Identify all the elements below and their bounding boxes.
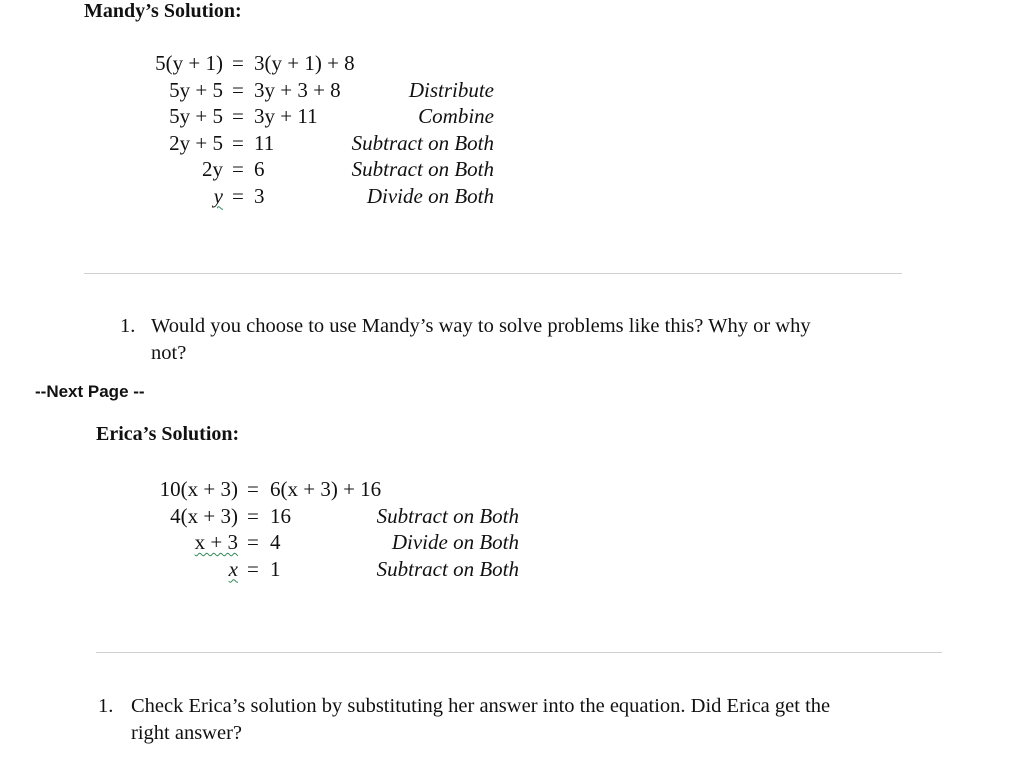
equation-rhs: 11 bbox=[254, 130, 275, 155]
erica-equation-block bbox=[140, 476, 525, 582]
divider-line bbox=[96, 652, 942, 653]
divider-line bbox=[84, 273, 902, 274]
equation-row bbox=[140, 130, 520, 157]
equation-row bbox=[140, 556, 525, 583]
equation-rhs: 6(x + 3) + 16 bbox=[270, 477, 382, 501]
equation-row bbox=[140, 503, 525, 530]
equation-rhs: 3 bbox=[254, 183, 265, 208]
equals-sign: = bbox=[247, 530, 259, 554]
question-text-line-1: Check Erica’s solution by substituting her answer into the equation. Did Erica get the bbox=[131, 695, 831, 717]
equation-row bbox=[140, 529, 525, 556]
step-reason: Combine bbox=[418, 104, 494, 128]
equals-sign: = bbox=[232, 104, 244, 128]
erica-question bbox=[98, 693, 978, 749]
equation-lhs: y bbox=[213, 183, 223, 208]
mandy-equation-block bbox=[140, 50, 520, 209]
equation-row bbox=[140, 183, 520, 210]
question-number: 1. bbox=[120, 315, 136, 337]
step-reason: Subtract on Both bbox=[351, 157, 494, 181]
equals-sign: = bbox=[232, 130, 244, 155]
question-text-line-1: Would you choose to use Mandy’s way to solve problems like this? Why or why bbox=[151, 315, 811, 337]
equation-row bbox=[140, 77, 520, 104]
question-number: 1. bbox=[98, 695, 114, 717]
equation-lhs: 5(y + 1) bbox=[155, 51, 223, 75]
equation-rhs: 6 bbox=[254, 157, 265, 181]
equation-rhs: 1 bbox=[270, 556, 281, 581]
equation-rhs: 3y + 11 bbox=[254, 104, 318, 128]
equation-rhs: 4 bbox=[270, 530, 281, 554]
equation-lhs: 4(x + 3) bbox=[170, 503, 238, 528]
equation-lhs: 5y + 5 bbox=[169, 104, 223, 128]
equation-row bbox=[140, 476, 525, 503]
step-reason: Distribute bbox=[408, 77, 494, 102]
equals-sign: = bbox=[232, 183, 244, 208]
equation-lhs: 2y bbox=[202, 157, 223, 181]
next-page-label: --Next Page -- bbox=[35, 382, 145, 401]
equation-row bbox=[140, 50, 520, 77]
erica-heading: Erica’s Solution: bbox=[96, 423, 240, 445]
equation-rhs: 16 bbox=[270, 503, 291, 528]
mandy-heading: Mandy’s Solution: bbox=[84, 0, 242, 22]
equation-lhs: 10(x + 3) bbox=[159, 477, 238, 501]
step-reason: Subtract on Both bbox=[376, 556, 519, 581]
equation-lhs: x bbox=[228, 556, 238, 581]
equation-row bbox=[140, 156, 520, 183]
equation-lhs: 5y + 5 bbox=[169, 77, 223, 102]
equals-sign: = bbox=[247, 556, 259, 581]
step-reason: Subtract on Both bbox=[351, 130, 494, 155]
equation-rhs: 3(y + 1) + 8 bbox=[254, 51, 355, 75]
equation-rhs: 3y + 3 + 8 bbox=[254, 77, 341, 102]
equals-sign: = bbox=[247, 503, 259, 528]
step-reason: Divide on Both bbox=[366, 183, 494, 208]
equals-sign: = bbox=[232, 77, 244, 102]
question-text-line-2: not? bbox=[151, 342, 187, 364]
step-reason: Divide on Both bbox=[391, 530, 519, 554]
equals-sign: = bbox=[232, 157, 244, 181]
equation-lhs: 2y + 5 bbox=[169, 130, 223, 155]
equation-lhs: x + 3 bbox=[194, 530, 238, 554]
question-text-line-2: right answer? bbox=[131, 722, 242, 744]
equals-sign: = bbox=[232, 51, 244, 75]
equation-row bbox=[140, 103, 520, 130]
equals-sign: = bbox=[247, 477, 259, 501]
step-reason: Subtract on Both bbox=[376, 503, 519, 528]
mandy-question bbox=[120, 313, 910, 369]
